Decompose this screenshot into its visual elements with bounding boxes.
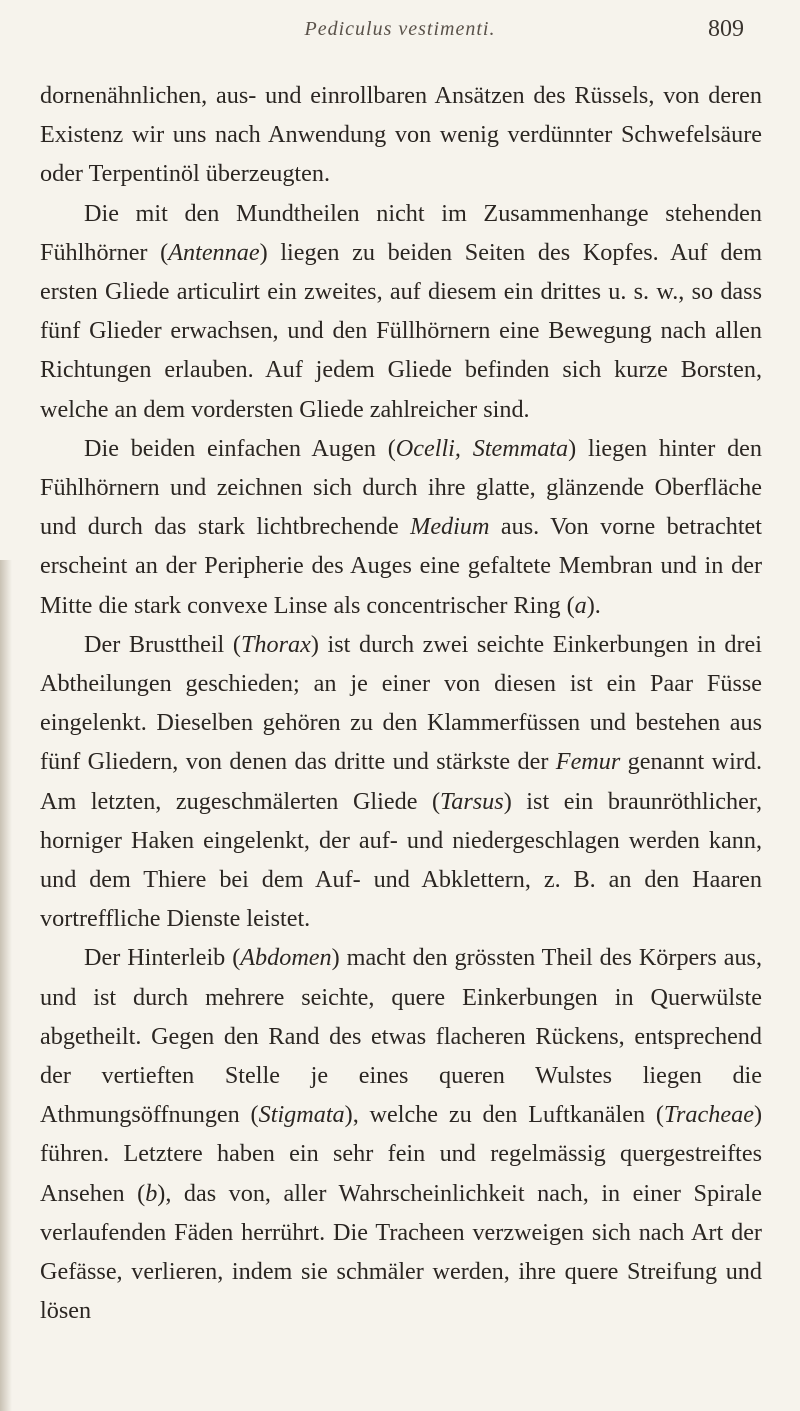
page-header [40, 14, 760, 54]
italic-term: Stigmata [258, 1101, 345, 1129]
text-run: Der Brusttheil ( [84, 630, 241, 658]
paragraph [40, 429, 762, 625]
paragraph [40, 625, 762, 939]
text-run: ), das von, aller Wahrscheinlichkeit nach, in einer Spirale verlaufenden Fäden herrührt. Die Tracheen verzweigen sich nach Art der Gefässe, verlieren, indem sie schmäler werden, ihre quere Streifung und lösen [40, 1179, 763, 1325]
italic-term: Medium [410, 513, 490, 541]
italic-term: Tracheae [663, 1101, 754, 1129]
italic-term: Thorax [240, 630, 311, 658]
paragraph [40, 76, 762, 194]
text-run: aus. Von vorne betrachtet erscheint an der Peripherie des Auges eine gefaltete Membran und in der Mitte die stark convexe Linse als concentrischer Ring ( [40, 513, 762, 619]
text-run: dornenähnlichen, aus- und einrollbaren Ansätzen des Rüssels, von deren Existenz wir uns nach Anwendung von wenig verdünnter Schwefelsäure oder Terpentinöl überzeugten. [40, 82, 762, 188]
paragraph [40, 938, 762, 1330]
italic-term: Tarsus [440, 787, 504, 815]
text-run: Die beiden einfachen Augen ( [84, 434, 396, 462]
text-run: ), welche zu den Luftkanälen ( [344, 1101, 664, 1129]
page-number: 809 [708, 16, 744, 42]
italic-term: b [145, 1179, 158, 1207]
text-run: Der Hinterleib ( [84, 944, 241, 972]
text-run: genannt wird. Am letzten, zugeschmälerten Gliede ( [40, 748, 762, 815]
text-run: ) führen. Letztere haben ein sehr fein und regelmässig quergestreiftes Ansehen ( [40, 1101, 762, 1207]
page-edge-shadow [0, 560, 12, 1411]
body-text [40, 76, 762, 1331]
italic-term: Femur [555, 748, 621, 776]
italic-term: Ocelli, Stemmata [395, 434, 569, 462]
italic-term: Antennae [168, 238, 260, 266]
running-head: Pediculus vestimenti. [304, 18, 496, 40]
text-run: Die mit den Mundtheilen nicht im Zusammenhange stehenden Fühlhörner ( [40, 199, 762, 266]
text-run: ). [586, 591, 601, 619]
text-run: ) macht den grössten Theil des Körpers aus, und ist durch mehrere seichte, quere Einkerbungen in Querwülste abgetheilt. Gegen den Rand des etwas flacheren Rückens, entsprechend der vertieften Stelle je eines queren Wulstes liegen die Athmungsöffnungen ( [40, 944, 762, 1129]
italic-term: Abdomen [240, 944, 332, 972]
text-run: ) ist ein braunröthlicher, horniger Haken eingelenkt, der auf- und niedergeschlagen werden kann, und dem Thiere bei dem Auf- und Abklettern, z. B. an den Haaren vortreffliche Dienste leistet. [40, 787, 762, 933]
italic-term: a [574, 591, 587, 619]
paragraph [40, 194, 762, 429]
text-run: ) ist durch zwei seichte Einkerbungen in drei Abtheilungen geschieden; an je einer von diesen ist ein Paar Füsse eingelenkt. Dieselben gehören zu den Klammerfüssen und bestehen aus fünf Gliedern, von denen das dritte und stärkste der [40, 630, 763, 776]
text-run: ) liegen zu beiden Seiten des Kopfes. Auf dem ersten Gliede articulirt ein zweites, auf diesem ein drittes u. s. w., so dass fünf Glieder erwachsen, und den Füllhörnern eine Bewegung nach allen Richtungen erlauben. Auf jedem Gliede befinden sich kurze Borsten, welche an dem vordersten Gliede zahlreicher sind. [40, 238, 763, 423]
text-run: ) liegen hinter den Fühlhörnern und zeichnen sich durch ihre glatte, glänzende Oberfläche und durch das stark lichtbrechende [40, 434, 762, 541]
